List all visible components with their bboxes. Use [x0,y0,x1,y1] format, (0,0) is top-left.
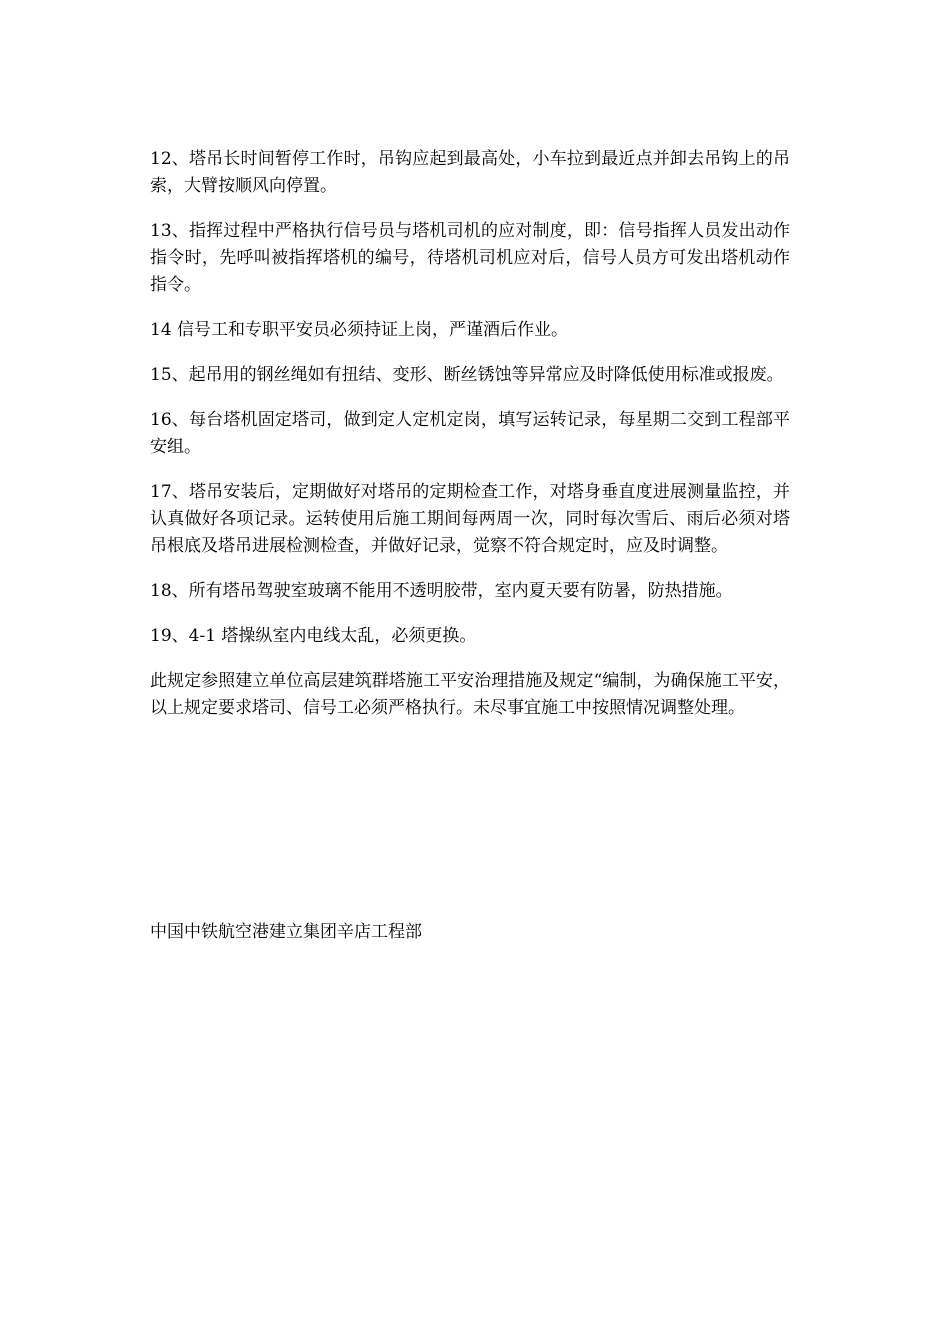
rule-17-paragraph: 17、塔吊安装后，定期做好对塔吊的定期检查工作，对塔身垂直度进展测量监控，并认真做好各项记录。运转使用后施工期间每两周一次，同时每次雪后、雨后必须对塔吊根底及塔吊进展检测检查，并做好记录，觉察不符合规定时，应及时调整。 [150,482,790,556]
document-body [150,146,790,722]
issuer-signature: 中国中铁航空港建立集团辛店工程部 [150,922,422,942]
closing-statement-paragraph: 此规定参照建立单位高层建筑群塔施工平安治理措施及规定“编制，为确保施工平安，以上规定要求塔司、信号工必须严格执行。未尽事宜施工中按照情况调整处理。 [150,671,790,718]
rule-14-paragraph: 14 信号工和专职平安员必须持证上岗，严谨酒后作业。 [150,320,569,340]
rule-19-paragraph: 19、4-1 塔操纵室内电线太乱，必须更换。 [150,626,477,646]
rule-12-paragraph: 12、塔吊长时间暂停工作时，吊钩应起到最高处，小车拉到最近点并卸去吊钩上的吊索，大臂按顺风向停置。 [150,149,790,196]
rule-18-paragraph: 18、所有塔吊驾驶室玻璃不能用不透明胶带，室内夏天要有防暑，防热措施。 [150,581,733,601]
rule-13-paragraph: 13、指挥过程中严格执行信号员与塔机司机的应对制度，即：信号指挥人员发出动作指令时，先呼叫被指挥塔机的编号，待塔机司机应对后，信号人员方可发出塔机动作指令。 [150,221,790,295]
rule-16-paragraph: 16、每台塔机固定塔司，做到定人定机定岗，填写运转记录，每星期二交到工程部平安组。 [150,410,790,457]
rule-15-paragraph: 15、起吊用的钢丝绳如有扭结、变形、断丝锈蚀等异常应及时降低使用标准或报废。 [150,365,784,385]
